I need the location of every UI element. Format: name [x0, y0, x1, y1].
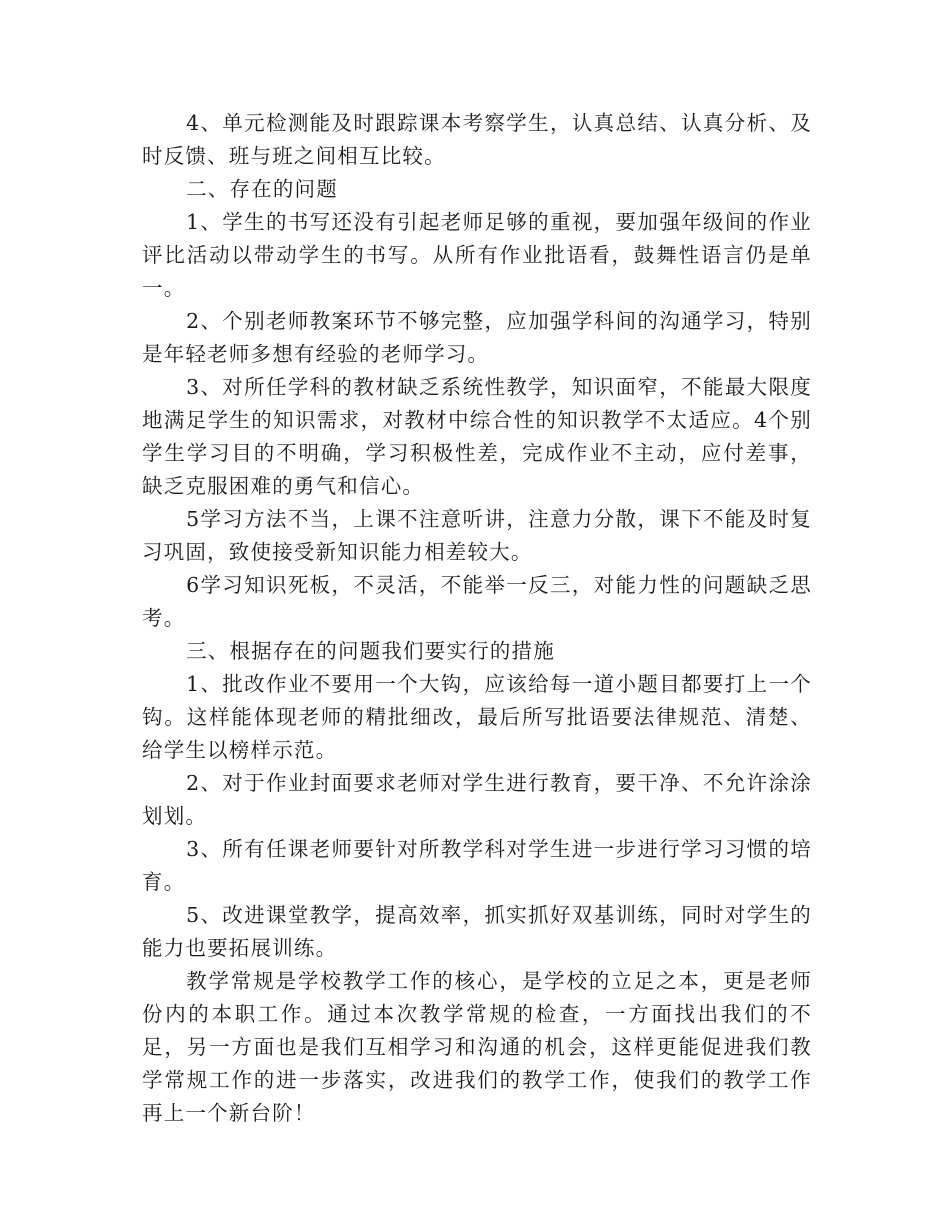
paragraph-problem-2: 2、个别老师教案环节不够完整，应加强学科间的沟通学习，特别是年轻老师多想有经验的老师学习。: [142, 309, 812, 366]
paragraph-unit-test: 4、单元检测能及时跟踪课本考察学生，认真总结、认真分析、及时反馈、班与班之间相互比较。: [142, 111, 812, 168]
document-body: [142, 107, 812, 1130]
section-heading-problems: 二、存在的问题: [186, 177, 338, 201]
paragraph-measure-3: 3、所有任课老师要针对所教学科对学生进一步进行学习习惯的培育。: [142, 837, 812, 894]
paragraph-measure-2: 2、对于作业封面要求老师对学生进行教育，要干净、不允许涂涂划划。: [142, 771, 812, 828]
paragraph-conclusion: 教学常规是学校教学工作的核心，是学校的立足之本，更是老师份内的本职工作。通过本次教学常规的检查，一方面找出我们的不足，另一方面也是我们互相学习和沟通的机会，这样更能促进我们教学常规工作的进一步落实，改进我们的教学工作，使我们的教学工作再上一个新台阶！: [142, 969, 812, 1125]
paragraph-problem-6: 6学习知识死板，不灵活，不能举一反三，对能力性的问题缺乏思考。: [142, 573, 812, 630]
paragraph-problem-5: 5学习方法不当，上课不注意听讲，注意力分散，课下不能及时复习巩固，致使接受新知识能力相差较大。: [142, 507, 812, 564]
paragraph-problem-1: 1、学生的书写还没有引起老师足够的重视，要加强年级间的作业评比活动以带动学生的书写。从所有作业批语看，鼓舞性语言仍是单一。: [142, 210, 812, 300]
section-heading-measures: 三、根据存在的问题我们要实行的措施: [186, 639, 555, 663]
paragraph-problem-3: 3、对所任学科的教材缺乏系统性教学，知识面窄，不能最大限度地满足学生的知识需求，对教材中综合性的知识教学不太适应。4个别学生学习目的不明确，学习积极性差，完成作业不主动，应付差事，缺乏克服困难的勇气和信心。: [142, 375, 812, 498]
paragraph-measure-1: 1、批改作业不要用一个大钩，应该给每一道小题目都要打上一个钩。这样能体现老师的精批细改，最后所写批语要法律规范、清楚、给学生以榜样示范。: [142, 672, 812, 762]
paragraph-measure-5: 5、改进课堂教学，提高效率，抓实抓好双基训练，同时对学生的能力也要拓展训练。: [142, 903, 812, 960]
